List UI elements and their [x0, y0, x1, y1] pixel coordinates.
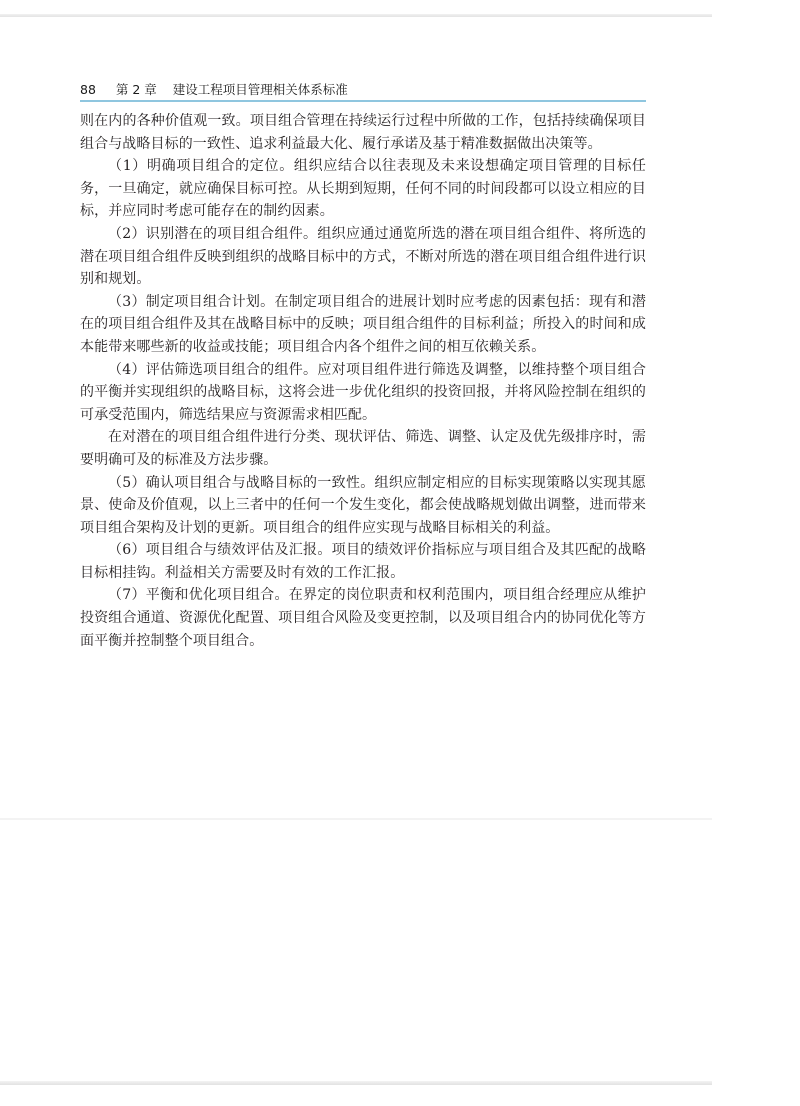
running-header: [80, 80, 646, 100]
page-number: 88: [80, 82, 96, 97]
header-rule: [80, 100, 646, 102]
scan-edge-bottom: [0, 1081, 712, 1085]
scan-artifact-line: [0, 818, 712, 820]
chapter-title: 建设工程项目管理相关体系标准: [172, 82, 348, 97]
scan-edge-top: [0, 14, 712, 17]
paragraph-item-1: （1）明确项目组合的定位。组织应结合以往表现及未来设想确定项目管理的目标任务，一旦确定，就应确保目标可控。从长期到短期，任何不同的时间段都可以设立相应的目标，并应同时考虑可能存在的制约因素。: [80, 158, 646, 220]
paragraph-item-6: （6）项目组合与绩效评估及汇报。项目的绩效评价指标应与项目组合及其匹配的战略目标相挂钩。利益相关方需要及时有效的工作汇报。: [80, 542, 646, 581]
paragraph-item-4: （4）评估筛选项目组合的组件。应对项目组件进行筛选及调整，以维持整个项目组合的平衡并实现组织的战略目标，这将会进一步优化组织的投资回报，并将风险控制在组织的可承受范围内，筛选结果应与资源需求相匹配。: [80, 361, 646, 423]
paragraph-item-7: （7）平衡和优化项目组合。在界定的岗位职责和权利范围内，项目组合经理应从维护投资组合通道、资源优化配置、项目组合风险及变更控制，以及项目组合内的协同优化等方面平衡并控制整个项目组合。: [80, 587, 646, 649]
paragraph-item-2: （2）识别潜在的项目组合组件。组织应通过通览所选的潜在项目组合组件、将所选的潜在项目组合组件反映到组织的战略目标中的方式，不断对所选的潜在项目组合组件进行识别和规划。: [80, 225, 646, 288]
chapter-label: 第 2 章: [115, 82, 157, 97]
paragraph-continuation: 则在内的各种价值观一致。项目组合管理在持续运行过程中所做的工作，包括持续确保项目组合与战略目标的一致性、追求利益最大化、履行承诺及基于精准数据做出决策等。: [80, 113, 646, 152]
paragraph-note: 在对潜在的项目组合组件进行分类、现状评估、筛选、调整、认定及优先级排序时，需要明确可及的标准及方法步骤。: [80, 429, 646, 468]
paragraph-item-3: （3）制定项目组合计划。在制定项目组合的进展计划时应考虑的因素包括：现有和潜在的项目组合组件及其在战略目标中的反映；项目组合组件的目标利益；所投入的时间和成本能带来哪些新的收益或技能；项目组合内各个组件之间的相互依赖关系。: [80, 293, 646, 355]
body-text: [80, 110, 646, 652]
paragraph-item-5: （5）确认项目组合与战略目标的一致性。组织应制定相应的目标实现策略以实现其愿景、使命及价值观，以上三者中的任何一个发生变化，都会使战略规划做出调整，进而带来项目组合架构及计划的更新。项目组合的组件应实现与战略目标相关的利益。: [80, 474, 646, 536]
